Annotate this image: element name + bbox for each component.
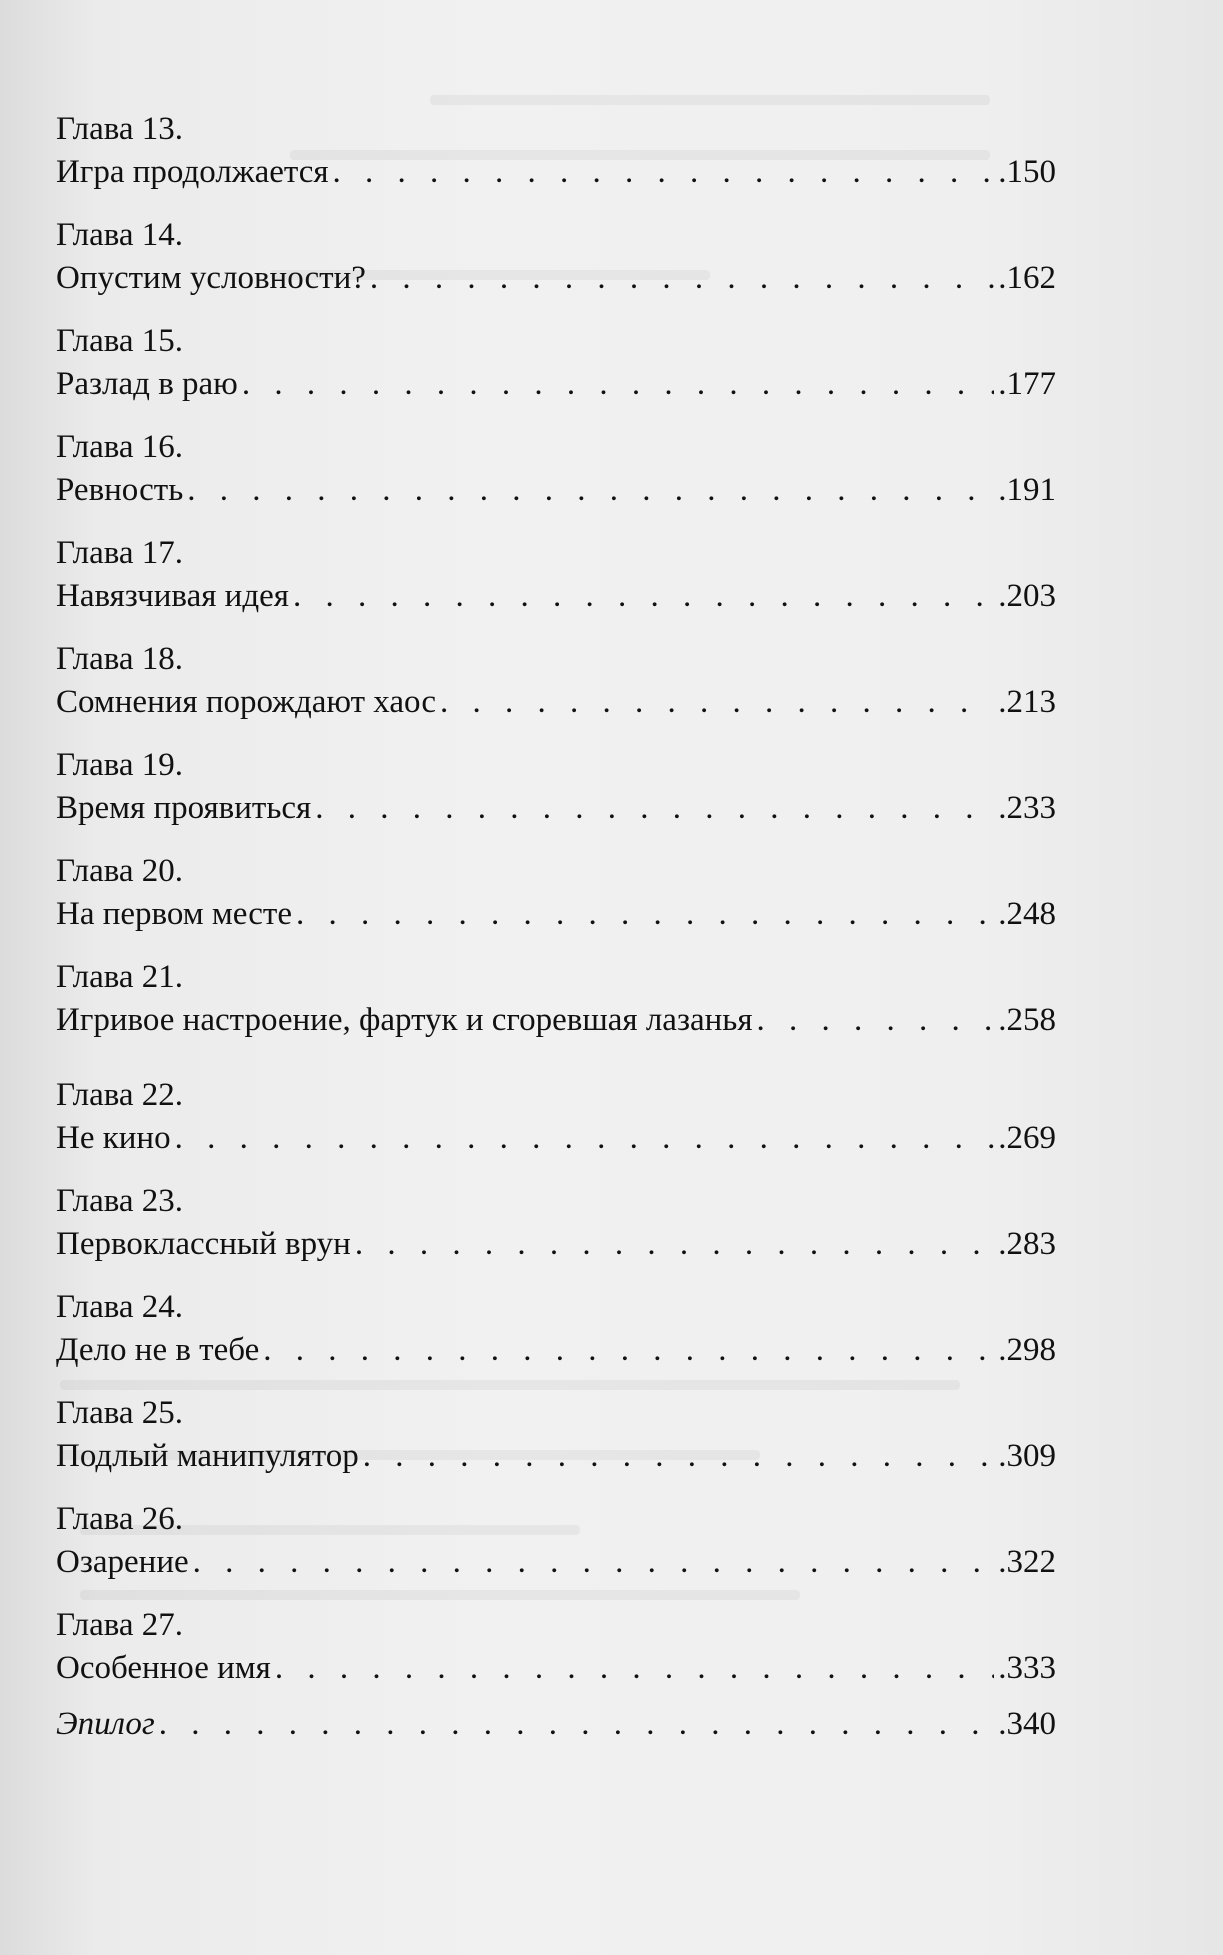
page-number: .333 — [998, 1650, 1056, 1686]
toc-row[interactable] — [56, 1646, 1056, 1690]
toc-row[interactable] — [56, 1540, 1056, 1584]
chapter-label: Глава 20. — [56, 853, 184, 889]
toc-entry — [56, 956, 1056, 1042]
dot-leader — [315, 786, 994, 830]
page-number: .309 — [998, 1438, 1056, 1474]
chapter-title: Особенное имя — [56, 1650, 271, 1686]
page-number: .258 — [998, 1002, 1056, 1038]
toc-row[interactable] — [56, 998, 1056, 1042]
page-number: .162 — [998, 260, 1056, 296]
page-number: .340 — [998, 1706, 1056, 1742]
chapter-title: Первоклассный врун — [56, 1226, 351, 1262]
chapter-label: Глава 14. — [56, 217, 184, 253]
chapter-title: Время проявиться — [56, 790, 312, 826]
dot-leader — [275, 1646, 994, 1690]
toc-row[interactable] — [56, 680, 1056, 724]
toc-entry — [56, 850, 1056, 936]
toc-entry — [56, 1604, 1056, 1690]
toc-row[interactable] — [56, 1702, 1056, 1746]
chapter-label: Глава 16. — [56, 429, 184, 465]
toc-entry — [56, 320, 1056, 406]
chapter-title: Сомнения порождают хаос — [56, 684, 436, 720]
dot-leader — [293, 574, 994, 618]
chapter-label: Глава 27. — [56, 1607, 184, 1643]
toc-entry — [56, 532, 1056, 618]
toc-entry — [56, 108, 1056, 194]
toc-row[interactable] — [56, 468, 1056, 512]
epilogue-title: Эпилог — [56, 1706, 155, 1742]
dot-leader — [175, 1116, 995, 1160]
chapter-label: Глава 17. — [56, 535, 184, 571]
dot-leader — [263, 1328, 994, 1372]
chapter-title: Ревность — [56, 472, 184, 508]
chapter-title: Разлад в раю — [56, 366, 238, 402]
chapter-title: Навязчивая идея — [56, 578, 289, 614]
chapter-label: Глава 24. — [56, 1289, 184, 1325]
dot-leader — [370, 256, 994, 300]
chapter-title: Игра продолжается — [56, 154, 329, 190]
table-of-contents — [56, 108, 1056, 1746]
toc-entry — [56, 638, 1056, 724]
chapter-label: Глава 26. — [56, 1501, 184, 1537]
toc-row[interactable] — [56, 1328, 1056, 1372]
page-number: .269 — [998, 1120, 1056, 1156]
dot-leader — [363, 1434, 995, 1478]
chapter-label: Глава 25. — [56, 1395, 184, 1431]
chapter-label: Глава 19. — [56, 747, 184, 783]
chapter-title: Опустим условности? — [56, 260, 366, 296]
toc-entry — [56, 1392, 1056, 1478]
toc-entry — [56, 426, 1056, 512]
chapter-label: Глава 23. — [56, 1183, 184, 1219]
toc-entry — [56, 1498, 1056, 1584]
toc-row[interactable] — [56, 1434, 1056, 1478]
chapter-title: Не кино — [56, 1120, 171, 1156]
chapter-label: Глава 22. — [56, 1077, 184, 1113]
chapter-label: Глава 15. — [56, 323, 184, 359]
dot-leader — [159, 1702, 994, 1746]
toc-entry — [56, 1074, 1056, 1160]
page-number: .233 — [998, 790, 1056, 826]
toc-row[interactable] — [56, 786, 1056, 830]
dot-leader — [440, 680, 994, 724]
page-number: .298 — [998, 1332, 1056, 1368]
dot-leader — [757, 998, 995, 1042]
toc-row[interactable] — [56, 362, 1056, 406]
chapter-title: Подлый манипулятор — [56, 1438, 359, 1474]
toc-row[interactable] — [56, 892, 1056, 936]
toc-row[interactable] — [56, 1116, 1056, 1160]
page-number: .203 — [998, 578, 1056, 614]
dot-leader — [355, 1222, 994, 1266]
chapter-label: Глава 21. — [56, 959, 184, 995]
toc-row[interactable] — [56, 574, 1056, 618]
chapter-title: Игривое настроение, фартук и сгоревшая лазанья — [56, 1002, 753, 1038]
toc-entry-epilogue — [56, 1702, 1056, 1746]
toc-entry — [56, 1180, 1056, 1266]
dot-leader — [296, 892, 994, 936]
toc-entry — [56, 1286, 1056, 1372]
page-number: .150 — [998, 154, 1056, 190]
chapter-label: Глава 13. — [56, 111, 184, 147]
chapter-label: Глава 18. — [56, 641, 184, 677]
page-number: .177 — [998, 366, 1056, 402]
chapter-title: На первом месте — [56, 896, 292, 932]
toc-entry — [56, 744, 1056, 830]
dot-leader — [193, 1540, 995, 1584]
chapter-title: Дело не в тебе — [56, 1332, 260, 1368]
dot-leader — [187, 468, 994, 512]
page-number: .322 — [998, 1544, 1056, 1580]
bleed-through-line — [430, 95, 990, 105]
page-number: .213 — [998, 684, 1056, 720]
page-number: .191 — [998, 472, 1056, 508]
toc-entry — [56, 214, 1056, 300]
dot-leader — [242, 362, 994, 406]
chapter-title: Озарение — [56, 1544, 189, 1580]
toc-row[interactable] — [56, 150, 1056, 194]
toc-row[interactable] — [56, 1222, 1056, 1266]
dot-leader — [333, 150, 995, 194]
toc-row[interactable] — [56, 256, 1056, 300]
page-number: .248 — [998, 896, 1056, 932]
page-number: .283 — [998, 1226, 1056, 1262]
